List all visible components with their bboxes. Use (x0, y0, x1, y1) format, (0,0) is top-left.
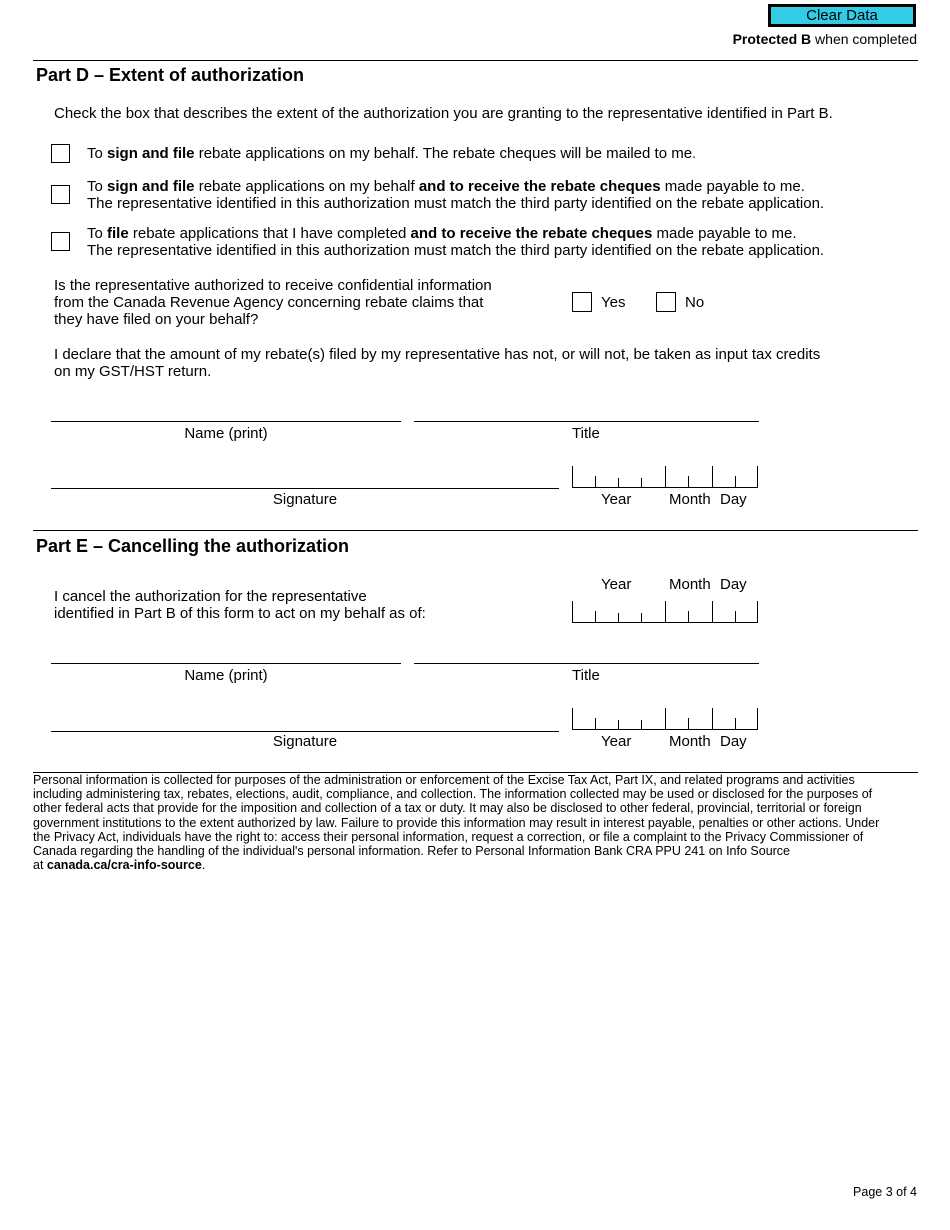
opt3-b: file (107, 225, 129, 242)
opt1-c: rebate applications on my behalf. The rebate cheques will be mailed to me (194, 145, 693, 162)
part-d-title: Part D – Extent of authorization (36, 65, 305, 85)
opt3-e: made payable to me. (652, 225, 797, 242)
part-d-month-label: Month (669, 491, 711, 508)
opt2-c: rebate applications on my behalf (194, 178, 419, 195)
part-e-cancel-date-field[interactable] (572, 601, 758, 623)
part-d-signature-line[interactable] (51, 488, 559, 489)
option-sign-file-checkbox[interactable] (51, 144, 70, 163)
confidential-question-line2: from the Canada Revenue Agency concerning rebate claims that (54, 294, 484, 311)
part-e-cancel-month-label: Month (669, 576, 711, 593)
opt1-a: To (87, 145, 108, 162)
privacy-notice (33, 773, 893, 872)
part-d-name-line[interactable] (51, 421, 401, 422)
opt3-c: rebate applications that I have completed (128, 225, 411, 242)
option-sign-file-text (87, 145, 696, 162)
part-d-signature-label: Signature (272, 491, 338, 508)
part-e-signature-line[interactable] (51, 731, 559, 732)
confidential-yes-checkbox[interactable] (572, 292, 592, 312)
part-e-cancel-day-label: Day (720, 576, 747, 593)
option-sign-file-receive-line2: The representative identified in this authorization must match the third party identified on the rebate application. (87, 195, 825, 212)
part-d-title-line[interactable] (414, 421, 759, 422)
part-e-title: Part E – Cancelling the authorization (36, 536, 350, 556)
confidential-no-label: No (685, 294, 705, 311)
opt1-b: sign and file (107, 145, 195, 162)
part-e-title-label: Title (572, 667, 600, 684)
part-e-signature-date-field[interactable] (572, 708, 758, 730)
opt2-d: and to receive the rebate cheques (418, 178, 661, 195)
privacy-at: at (33, 858, 47, 873)
part-e-cancel-year-label: Year (601, 576, 632, 593)
confidential-question-line1: Is the representative authorized to receive confidential information (54, 277, 492, 294)
part-e-signature-label: Signature (272, 733, 338, 750)
part-d-title-label: Title (572, 425, 600, 442)
option-file-receive-text (87, 225, 797, 242)
part-e-name-label: Name (print) (184, 667, 268, 684)
option-file-receive-line2: The representative identified in this authorization must match the third party identified on the rebate application. (87, 242, 825, 259)
opt3-a: To (87, 225, 108, 242)
declaration-line1: I declare that the amount of my rebate(s) filed by my representative has not, or will not, be taken as input tax credits (54, 346, 821, 363)
info-source-link[interactable]: canada.ca/cra-info-source (46, 858, 202, 873)
part-d-day-label: Day (720, 491, 747, 508)
opt1-d: . (692, 145, 697, 162)
part-d-date-field[interactable] (572, 466, 758, 488)
opt3-d: and to receive the rebate cheques (410, 225, 653, 242)
part-d-divider (33, 60, 918, 61)
part-e-title-line[interactable] (414, 663, 759, 664)
part-e-name-line[interactable] (51, 663, 401, 664)
option-file-receive-checkbox[interactable] (51, 232, 70, 251)
part-e-divider (33, 530, 918, 531)
confidential-question-line3: they have filed on your behalf? (54, 311, 259, 328)
part-d-instruction: Check the box that describes the extent of the authorization you are granting to the representative identified in Part B. (54, 105, 833, 122)
clear-data-button[interactable]: Clear Data (769, 5, 915, 26)
part-e-month-label: Month (669, 733, 711, 750)
part-d-name-label: Name (print) (184, 425, 268, 442)
confidential-no-checkbox[interactable] (656, 292, 676, 312)
part-e-day-label: Day (720, 733, 747, 750)
page-number: Page 3 of 4 (853, 1185, 917, 1199)
opt2-b: sign and file (107, 178, 195, 195)
privacy-text: Personal information is collected for purposes of the administration or enforcement of the Excise Tax Act, Part IX, and related programs and activities including administering tax, rebates, elections, audit, compliance, and collection. The information collected may be used or disclosed for the purposes of other federal acts that provide for the imposition and collection of a tax or duty. It may also be disclosed to other federal, provincial, territorial or foreign government institutions to the extent authorized by law. Failure to provide this information may result in interest payable, penalties or other actions. Under the Privacy Act, individuals have the right to: access their personal information, request a correction, or file a complaint to the Privacy Commissioner of Canada regarding the handling of the individual's personal information. Refer to Personal Information Bank CRA PPU 241 on Info Source (33, 773, 880, 859)
cancel-text-line2: identified in Part B of this form to act on my behalf as of: (54, 605, 426, 622)
part-d-year-label: Year (601, 491, 632, 508)
opt2-e: made payable to me. (660, 178, 805, 195)
declaration-line2: on my GST/HST return. (54, 363, 212, 380)
option-sign-file-receive-checkbox[interactable] (51, 185, 70, 204)
protected-b-bold: Protected B (732, 31, 812, 47)
confidential-yes-label: Yes (601, 294, 626, 311)
opt2-a: To (87, 178, 108, 195)
part-e-year-label: Year (601, 733, 632, 750)
cancel-text-line1: I cancel the authorization for the representative (54, 588, 367, 605)
protected-b-label (733, 31, 917, 47)
privacy-end: . (201, 858, 206, 873)
option-sign-file-receive-text (87, 178, 805, 195)
protected-b-rest: when completed (811, 31, 917, 47)
